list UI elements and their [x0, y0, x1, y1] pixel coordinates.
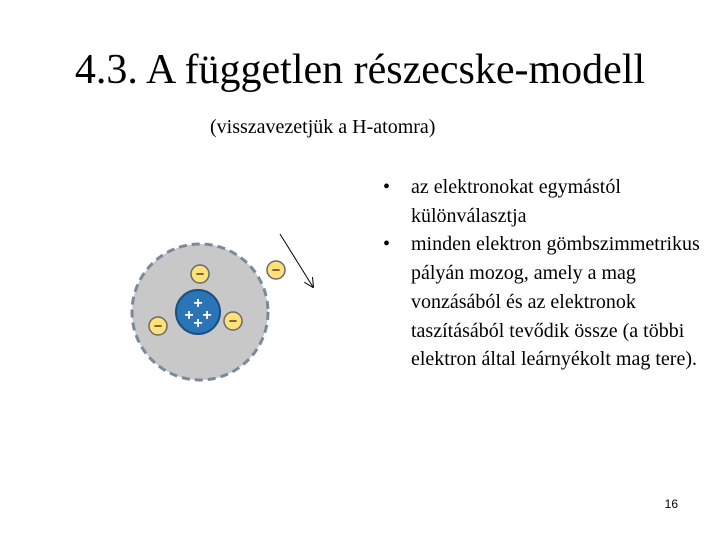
- nucleus-charge-left: +: [184, 307, 194, 324]
- svg-text:−: −: [195, 266, 205, 283]
- nucleus-charge-top: +: [193, 295, 203, 312]
- svg-text:−: −: [153, 318, 163, 335]
- page-number: 16: [664, 497, 678, 511]
- nucleus-charge-right: +: [202, 307, 212, 324]
- escape-arrow: [280, 234, 313, 287]
- slide-title: 4.3. A független részecske-modell: [74, 47, 646, 93]
- bullet-list: [383, 173, 703, 374]
- nucleus-charge-bottom: +: [193, 315, 203, 332]
- svg-text:−: −: [228, 313, 238, 330]
- atom-diagram: [130, 220, 330, 420]
- bullet-item: • az elektronokat egymástól különválasztja: [383, 173, 703, 230]
- slide-subtitle: (visszavezetjük a H-atomra): [210, 116, 436, 138]
- nucleus: [176, 290, 220, 334]
- electron-left: [149, 317, 167, 335]
- svg-text:−: −: [271, 262, 281, 279]
- electron-top: [191, 265, 209, 283]
- electron-outer: [267, 261, 285, 279]
- bullet-item: • minden elektron gömbszimmetrikus pályán mozog, amely a mag vonzásából és az elektronok taszításából tevődik össze (a többi elektron által leárnyékolt mag tere).: [383, 230, 703, 374]
- electron-right: [224, 312, 242, 330]
